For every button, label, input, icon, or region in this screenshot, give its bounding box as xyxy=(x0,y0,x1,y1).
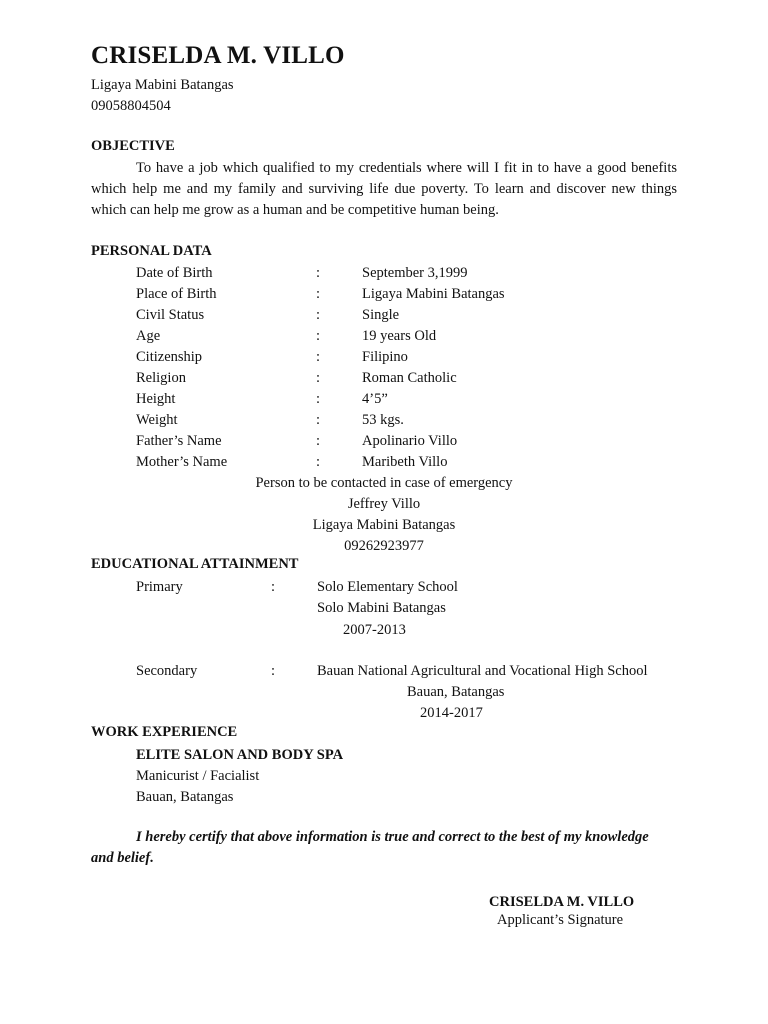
pd-separator: : xyxy=(316,328,321,344)
work-company: ELITE SALON AND BODY SPA xyxy=(136,747,344,763)
pd-label-religion: Religion xyxy=(136,370,186,386)
pd-value-fathers-name: Apolinario Villo xyxy=(362,433,458,449)
pd-value-height: 4’5” xyxy=(362,391,388,407)
secondary-school: Bauan National Agricultural and Vocational High School xyxy=(317,663,648,679)
personal-data-heading: PERSONAL DATA xyxy=(91,243,212,259)
pd-value-place-of-birth: Ligaya Mabini Batangas xyxy=(362,286,505,302)
objective-heading: OBJECTIVE xyxy=(91,138,175,154)
pd-separator: : xyxy=(316,370,321,386)
applicant-name: CRISELDA M. VILLO xyxy=(91,42,345,69)
emergency-address: Ligaya Mabini Batangas xyxy=(312,517,456,533)
emergency-caption: Person to be contacted in case of emergency xyxy=(255,475,513,491)
pd-label-date-of-birth: Date of Birth xyxy=(136,265,213,281)
pd-label-height: Height xyxy=(136,391,176,407)
primary-label: Primary xyxy=(136,579,183,595)
pd-separator: : xyxy=(316,433,321,449)
signature-name: CRISELDA M. VILLO xyxy=(489,894,635,910)
objective-text: To have a job which qualified to my credentials where will I fit in to have a good benefits which help me and my family and surviving life due poverty. To learn and discover new things which can help me grow as a human and be competitive human being. xyxy=(91,160,677,218)
work-location: Bauan, Batangas xyxy=(136,789,234,805)
pd-label-place-of-birth: Place of Birth xyxy=(136,286,217,302)
pd-label-mothers-name: Mother’s Name xyxy=(136,454,228,470)
education-heading: EDUCATIONAL ATTAINMENT xyxy=(91,556,299,572)
primary-separator: : xyxy=(271,579,276,595)
applicant-phone: 09058804504 xyxy=(91,98,171,114)
pd-value-civil-status: Single xyxy=(362,307,400,323)
pd-label-age: Age xyxy=(136,328,161,344)
secondary-location: Bauan, Batangas xyxy=(407,684,505,700)
pd-value-citizenship: Filipino xyxy=(362,349,408,365)
pd-separator: : xyxy=(316,391,321,407)
pd-separator: : xyxy=(316,412,321,428)
emergency-phone: 09262923977 xyxy=(344,538,424,554)
pd-separator: : xyxy=(316,454,321,470)
signature-caption: Applicant’s Signature xyxy=(497,912,624,928)
pd-separator: : xyxy=(316,307,321,323)
secondary-separator: : xyxy=(271,663,276,679)
pd-label-fathers-name: Father’s Name xyxy=(136,433,222,449)
pd-value-religion: Roman Catholic xyxy=(362,370,457,386)
secondary-label: Secondary xyxy=(136,663,198,679)
pd-separator: : xyxy=(316,349,321,365)
emergency-name: Jeffrey Villo xyxy=(347,496,421,512)
pd-value-weight: 53 kgs. xyxy=(362,412,404,428)
pd-value-age: 19 years Old xyxy=(362,328,437,344)
pd-label-weight: Weight xyxy=(136,412,178,428)
secondary-years: 2014-2017 xyxy=(420,705,483,721)
pd-label-citizenship: Citizenship xyxy=(136,349,203,365)
pd-value-date-of-birth: September 3,1999 xyxy=(362,265,468,281)
pd-value-mothers-name: Maribeth Villo xyxy=(362,454,448,470)
primary-location: Solo Mabini Batangas xyxy=(317,600,446,616)
primary-years: 2007-2013 xyxy=(343,622,406,638)
pd-separator: : xyxy=(316,286,321,302)
primary-school: Solo Elementary School xyxy=(317,579,458,595)
certification-statement: I hereby certify that above information is true and correct to the best of my knowledge and belief. xyxy=(91,829,649,866)
work-position: Manicurist / Facialist xyxy=(136,768,260,784)
pd-label-civil-status: Civil Status xyxy=(136,307,205,323)
pd-separator: : xyxy=(316,265,321,281)
work-heading: WORK EXPERIENCE xyxy=(91,724,238,740)
applicant-address: Ligaya Mabini Batangas xyxy=(91,77,234,93)
